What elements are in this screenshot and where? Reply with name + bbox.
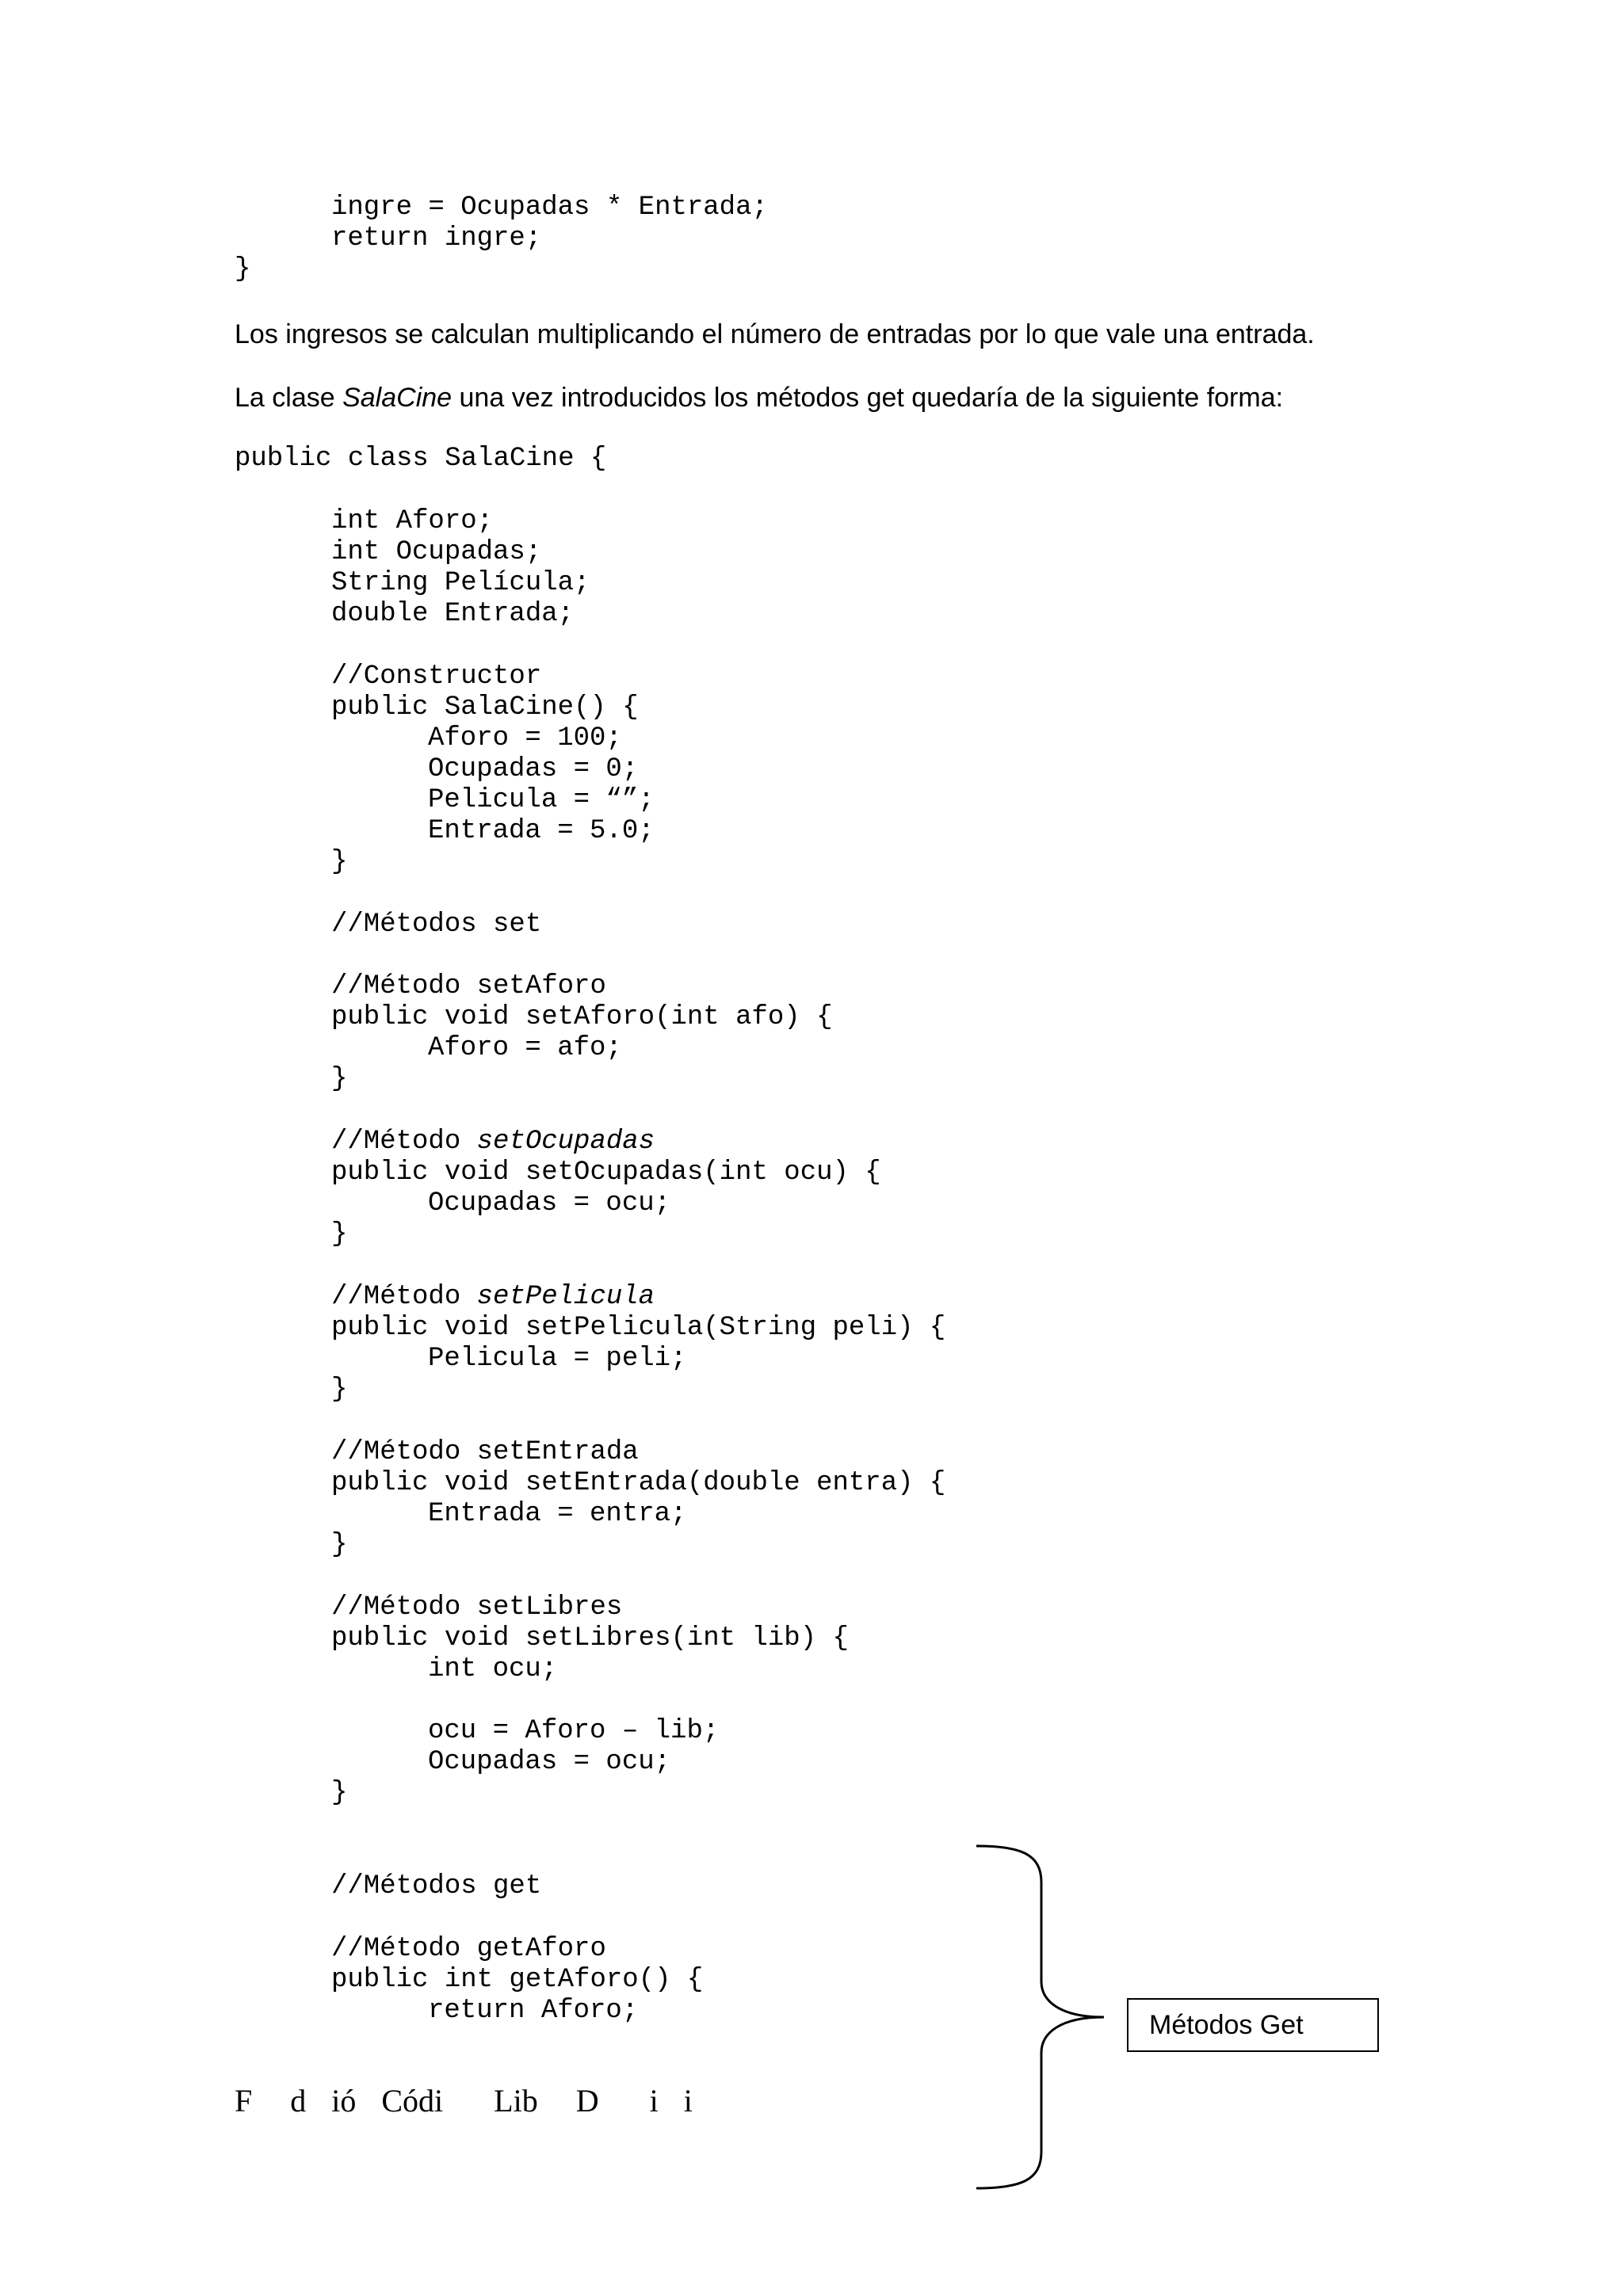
page-footer: F d ió Códi Lib D i i [235,2083,693,2119]
code-comment: //Método setEntrada [331,1437,639,1467]
code-line: } [331,847,348,877]
curly-brace-icon [973,1843,1108,2191]
code-line: Pelicula = peli; [428,1344,687,1374]
code-line: int Ocupadas; [331,537,542,567]
code-line: } [331,1219,348,1249]
code-comment: //Métodos get [331,1871,542,1901]
code-line: Ocupadas = ocu; [428,1188,671,1219]
code-line: } [331,1778,348,1808]
code-line: return ingre; [331,223,542,254]
code-comment: //Método setOcupadas [331,1127,655,1157]
code-comment: //Método getAforo [331,1934,606,1964]
code-line: int Aforo; [331,506,494,536]
code-line: Aforo = afo; [428,1033,622,1063]
code-line: int ocu; [428,1654,558,1684]
code-line: double Entrada; [331,599,575,629]
code-comment: //Constructor [331,662,542,692]
paragraph-ingresos: Los ingresos se calculan multiplicando el número de entradas por lo que vale una entrada. [235,319,1315,349]
code-line: public int getAforo() { [331,1965,704,1995]
code-line: Entrada = entra; [428,1499,687,1529]
code-line: public void setAforo(int afo) { [331,1002,833,1032]
code-line: public void setOcupadas(int ocu) { [331,1158,881,1188]
code-line: Entrada = 5.0; [428,816,655,846]
code-comment: //Método setAforo [331,971,606,1001]
code-line: return Aforo; [428,1996,639,2026]
code-line: ocu = Aforo – lib; [428,1716,720,1746]
callout-metodos-get: Métodos Get [1127,1998,1379,2052]
code-line: } [235,254,251,284]
code-line: } [331,1375,348,1405]
code-line: public void setPelicula(String peli) { [331,1313,946,1343]
code-line: public void setLibres(int lib) { [331,1623,849,1653]
code-line: Aforo = 100; [428,723,622,753]
code-line: String Película; [331,568,590,598]
paragraph-salacine: La clase SalaCine una vez introducidos los métodos get quedaría de la siguiente forma: [235,383,1284,413]
code-line: } [331,1530,348,1560]
code-line: public void setEntrada(double entra) { [331,1468,946,1498]
code-comment: //Método setPelicula [331,1282,655,1312]
code-comment: //Métodos set [331,910,542,940]
code-line: public SalaCine() { [331,692,639,723]
code-line: Ocupadas = 0; [428,754,639,784]
code-line: Ocupadas = ocu; [428,1747,671,1777]
code-comment: //Método setLibres [331,1592,623,1623]
code-line: Pelicula = “”; [428,785,655,815]
code-line: public class SalaCine { [235,444,607,474]
code-line: } [331,1064,348,1094]
code-line: ingre = Ocupadas * Entrada; [331,193,768,223]
